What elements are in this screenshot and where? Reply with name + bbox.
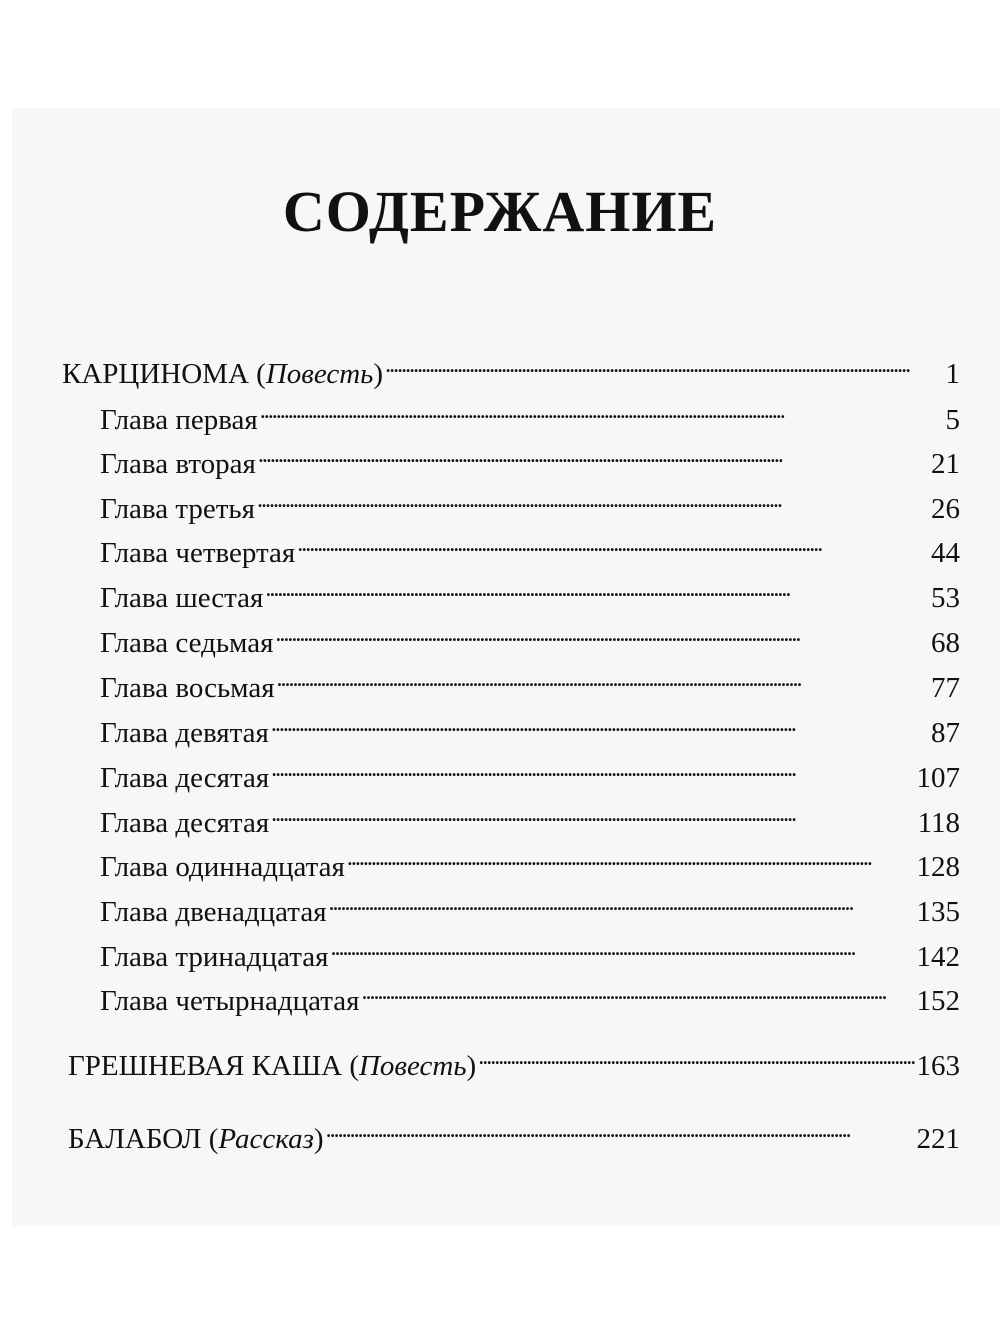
dot-leader bbox=[258, 437, 929, 473]
toc-entry-story bbox=[68, 1039, 960, 1084]
toc-entry-chapter bbox=[100, 482, 960, 527]
entry-title: КАРЦИНОМА (Повесть) bbox=[62, 358, 384, 390]
page-number: 142 bbox=[916, 941, 960, 973]
dot-leader bbox=[260, 393, 944, 429]
toc-entry-story bbox=[62, 347, 960, 392]
page-number: 135 bbox=[916, 896, 960, 928]
dot-leader bbox=[330, 930, 914, 966]
chapter-title: Глава седьмая bbox=[100, 627, 274, 659]
toc-entry-chapter bbox=[100, 930, 960, 975]
page-number: 152 bbox=[916, 985, 960, 1017]
chapter-title: Глава десятая bbox=[100, 762, 270, 794]
chapter-title: Глава первая bbox=[100, 404, 258, 436]
page-number: 107 bbox=[916, 762, 960, 794]
page-number: 77 bbox=[931, 672, 960, 704]
dot-leader bbox=[265, 571, 929, 607]
page-number: 118 bbox=[917, 807, 960, 839]
page-number: 68 bbox=[931, 627, 960, 659]
chapter-title: Глава тринадцатая bbox=[100, 941, 329, 973]
chapter-title: Глава двенадцатая bbox=[100, 896, 327, 928]
entry-title: ГРЕШНЕВАЯ КАША (Повесть) bbox=[68, 1050, 477, 1082]
toc-entry-chapter bbox=[100, 974, 960, 1019]
toc-entry-chapter bbox=[100, 571, 960, 616]
page-number: 1 bbox=[945, 358, 960, 390]
chapter-title: Глава четырнадцатая bbox=[100, 985, 360, 1017]
dot-leader bbox=[385, 347, 943, 383]
dot-leader bbox=[478, 1039, 914, 1075]
dot-leader bbox=[275, 616, 929, 652]
page-number: 128 bbox=[916, 851, 960, 883]
dot-leader bbox=[271, 751, 914, 787]
chapter-title: Глава десятая bbox=[100, 807, 270, 839]
dot-leader bbox=[347, 840, 915, 876]
chapter-title: Глава шестая bbox=[100, 582, 264, 614]
dot-leader bbox=[297, 526, 929, 562]
page-number: 26 bbox=[931, 493, 960, 525]
page-number: 53 bbox=[931, 582, 960, 614]
page-number: 87 bbox=[931, 717, 960, 749]
chapter-title: Глава третья bbox=[100, 493, 255, 525]
dot-leader bbox=[271, 796, 915, 832]
page-number: 163 bbox=[916, 1050, 960, 1082]
chapter-title: Глава девятая bbox=[100, 717, 269, 749]
page-number: 5 bbox=[945, 404, 960, 436]
chapter-title: Глава восьмая bbox=[100, 672, 275, 704]
toc-entry-chapter bbox=[100, 885, 960, 930]
toc-entry-chapter bbox=[100, 526, 960, 571]
chapter-title: Глава одиннадцатая bbox=[100, 851, 345, 883]
toc-entry-chapter bbox=[100, 840, 960, 885]
toc-entry-story bbox=[68, 1112, 960, 1157]
page-number: 21 bbox=[931, 448, 960, 480]
dot-leader bbox=[271, 706, 929, 742]
page-number: 44 bbox=[931, 537, 960, 569]
chapter-title: Глава четвертая bbox=[100, 537, 296, 569]
page-number: 221 bbox=[916, 1123, 960, 1155]
dot-leader bbox=[277, 661, 929, 697]
dot-leader bbox=[362, 974, 915, 1010]
toc-entry-chapter bbox=[100, 661, 960, 706]
toc-entry-chapter bbox=[100, 796, 960, 841]
dot-leader bbox=[257, 482, 929, 518]
toc-entry-chapter bbox=[100, 393, 960, 438]
toc-entry-chapter bbox=[100, 437, 960, 482]
entry-title: БАЛАБОЛ (Рассказ) bbox=[68, 1123, 324, 1155]
toc-entry-chapter bbox=[100, 616, 960, 661]
toc-entry-chapter bbox=[100, 751, 960, 796]
toc-entry-chapter bbox=[100, 706, 960, 751]
dot-leader bbox=[329, 885, 915, 921]
dot-leader bbox=[326, 1112, 915, 1148]
chapter-title: Глава вторая bbox=[100, 448, 256, 480]
page-title: СОДЕРЖАНИЕ bbox=[282, 179, 718, 244]
